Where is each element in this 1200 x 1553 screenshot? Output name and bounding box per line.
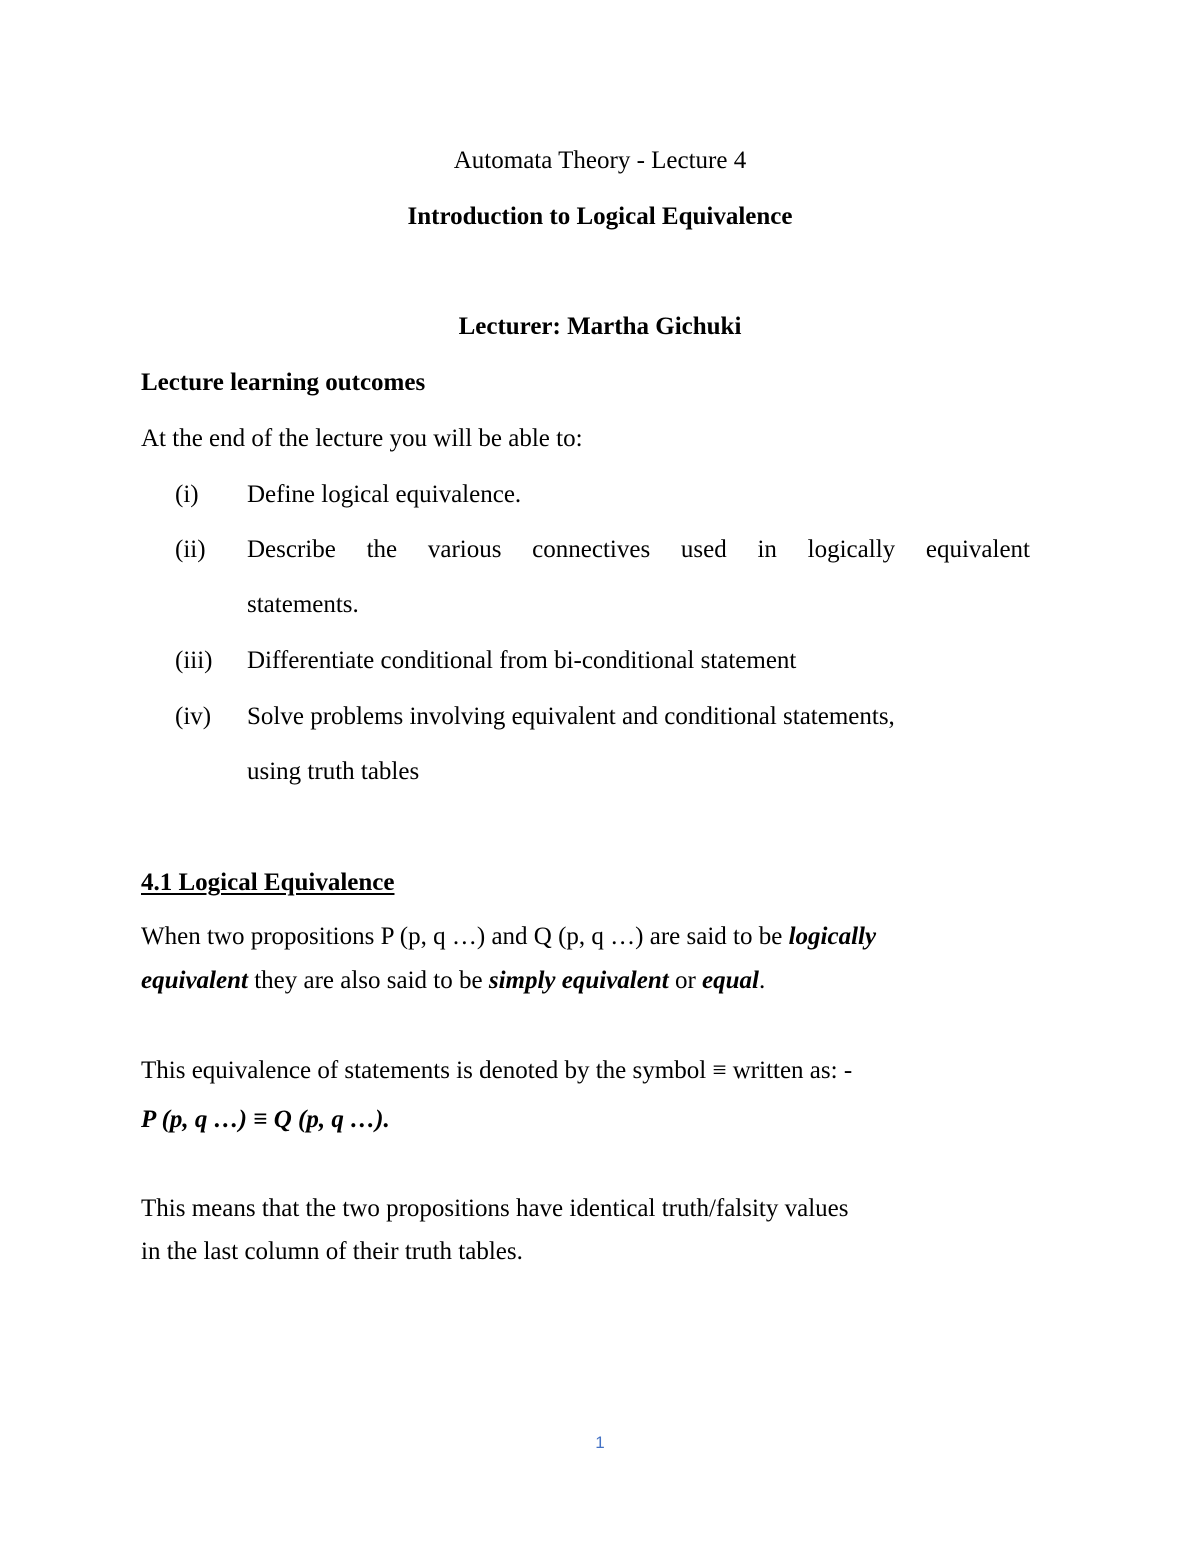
document-title: Automata Theory - Lecture 4 (453, 147, 747, 174)
outcome-text-continued: statements. (247, 591, 359, 618)
outcome-text: Describe the various connectives used in logically equivalent (247, 536, 1030, 563)
paragraph-line: This means that the two propositions have identical truth/falsity values (141, 1195, 849, 1222)
paragraph-line (141, 966, 765, 996)
section-heading: 4.1 Logical Equivalence (141, 869, 395, 896)
outcome-number: (iii) (175, 647, 213, 674)
document-subtitle: Introduction to Logical Equivalence (407, 203, 793, 230)
lecturer-name: Lecturer: Martha Gichuki (458, 313, 742, 340)
outcome-number: (i) (175, 481, 199, 508)
outcomes-heading: Lecture learning outcomes (141, 369, 426, 396)
emphasis-term: simply equivalent (488, 967, 669, 994)
paragraph-line: This equivalence of statements is denoted by the symbol ≡ written as: - (141, 1057, 853, 1084)
outcome-text-continued: using truth tables (247, 758, 420, 785)
outcome-number: (iv) (175, 703, 212, 730)
equivalence-formula: P (p, q …) ≡ Q (p, q …). (141, 1106, 390, 1133)
outcome-text: Differentiate conditional from bi-conditional statement (247, 647, 797, 674)
paragraph-line: in the last column of their truth tables. (141, 1238, 523, 1265)
outcome-number: (ii) (175, 536, 206, 563)
page-number: 1 (595, 1433, 605, 1452)
outcome-text: Define logical equivalence. (247, 481, 522, 508)
emphasis-term: logically (788, 923, 877, 950)
paragraph-text: or (668, 967, 703, 994)
paragraph-text: . (758, 967, 766, 994)
outcome-text: Solve problems involving equivalent and conditional statements, (247, 703, 895, 730)
paragraph-text: they are also said to be (247, 967, 489, 994)
emphasis-term: equal (702, 967, 759, 994)
emphasis-term: equivalent (141, 967, 248, 994)
outcomes-intro: At the end of the lecture you will be able to: (141, 425, 583, 452)
paragraph-text: When two propositions P (p, q …) and Q (p, q …) are said to be (141, 923, 789, 950)
paragraph-line (141, 922, 876, 952)
